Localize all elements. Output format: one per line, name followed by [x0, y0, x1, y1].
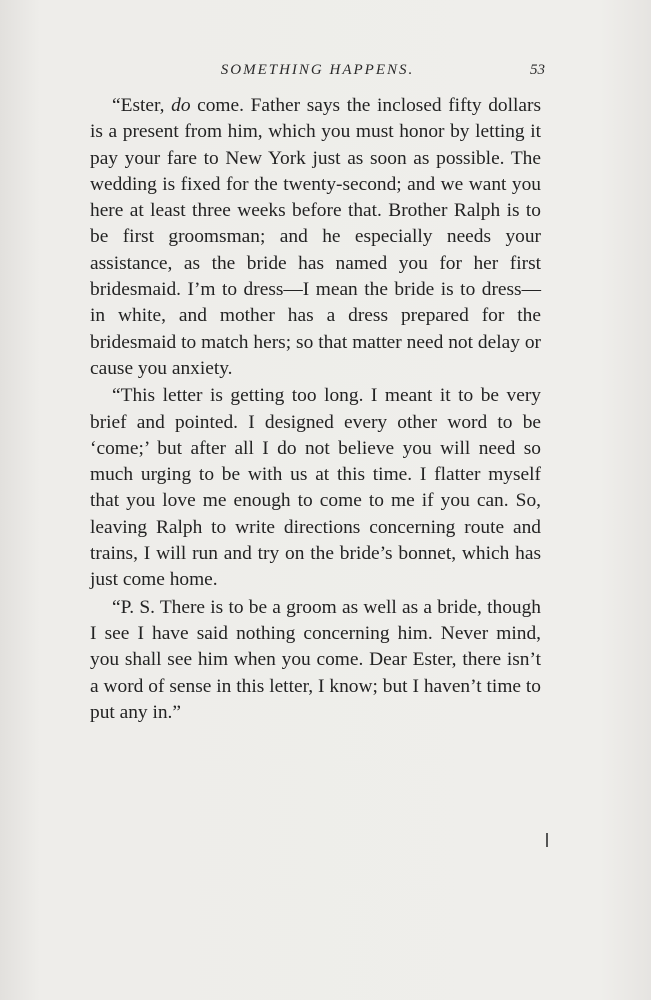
paragraph-1-opening: “Ester,: [112, 95, 172, 116]
paragraph-1-remainder: come. Father says the inclosed fifty dollars is a present from him, which you must honor by letting it pay your fare to New York just as soon as possible. The wedding is fixed for the twenty-second; and we want you here at least three weeks before that. Brother Ralph is to be first groomsman; and he especially needs your assistance, as the bride has named you for her first bridesmaid. I’m to dress—I mean the bride is to dress—in white, and mother has a dress prepared for the bridesmaid to match hers; so that matter need not delay or cause you anxiety.: [90, 95, 541, 379]
page-number: 53: [530, 62, 545, 78]
paragraph-1: [90, 93, 541, 382]
paragraph-3: “P. S. There is to be a groom as well as a bride, though I see I have said nothing concerning him. Never mind, you shall see him when you come. Dear Ester, there isn’t a word of sense in this letter, I know; but I haven’t time to put any in.”: [90, 596, 541, 723]
page-header: [90, 62, 545, 86]
paragraph-2: “This letter is getting too long. I meant it to be very brief and pointed. I designed every other word to be ‘come;’ but after all I do not believe you will need so much urging to be with us at this time. I flatter myself that you love me enough to come to me if you can. So, leaving Ralph to write directions concerning route and trains, I will run and try on the bride’s bonnet, which has just come home.: [90, 385, 541, 591]
running-head: SOMETHING HAPPENS.: [220, 62, 415, 78]
margin-mark: [546, 833, 548, 847]
emphasized-word: do: [171, 95, 191, 116]
body-text: [90, 93, 541, 726]
